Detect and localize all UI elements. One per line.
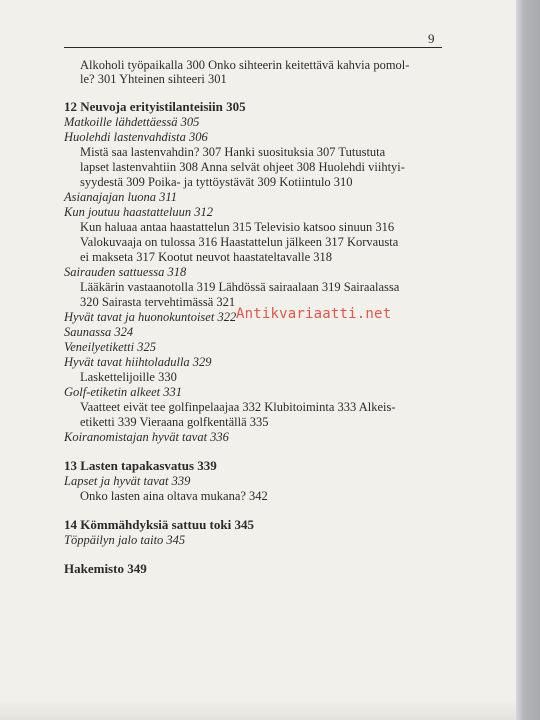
section-heading: Lapset ja hyvät tavat 339 <box>64 474 191 488</box>
index-heading: Hakemisto 349 <box>64 561 147 576</box>
watermark: Antikvariaatti.net <box>236 306 392 322</box>
toc-entry-line: ei makseta 317 Kootut neuvot haastateltavalle 318 <box>80 250 333 264</box>
page-edge <box>516 0 540 720</box>
section-heading: Hyvät tavat ja huonokuntoiset 322 <box>64 310 237 324</box>
section-heading: Matkoille lähdettäessä 305 <box>64 115 200 129</box>
section-heading: Huolehdi lastenvahdista 306 <box>64 130 208 144</box>
chapter-heading: 13 Lasten tapakasvatus 339 <box>64 458 217 473</box>
page-shadow <box>0 700 516 720</box>
toc-entry-line: syydestä 309 Poika- ja tyttöystävät 309 Kotiintulo 310 <box>80 175 353 189</box>
toc-entry-line: etiketti 339 Vieraana golfkentällä 335 <box>80 415 269 429</box>
section-heading: Töppäilyn jalo taito 345 <box>64 533 186 547</box>
toc-entry-line: le? 301 Yhteinen sihteeri 301 <box>80 72 227 86</box>
toc-entry-line: Vaatteet eivät tee golfinpelaajaa 332 Klubitoiminta 333 Alkeis- <box>80 400 396 414</box>
toc-entry-line: Laskettelijoille 330 <box>80 370 177 384</box>
section-heading: Koiranomistajan hyvät tavat 336 <box>64 430 229 444</box>
section-heading: Kun joutuu haastatteluun 312 <box>64 205 213 219</box>
section-heading: Hyvät tavat hiihtoladulla 329 <box>64 355 212 369</box>
section-heading: Saunassa 324 <box>64 325 134 339</box>
toc-entry-line: 320 Sairasta tervehtimässä 321 <box>80 295 236 309</box>
toc-entry-line: Valokuvaaja on tulossa 316 Haastattelun jälkeen 317 Korvausta <box>80 235 399 249</box>
toc-entry-line: Onko lasten aina oltava mukana? 342 <box>80 489 268 503</box>
toc-entry-line: Alkoholi työpaikalla 300 Onko sihteerin keitettävä kahvia pomol- <box>80 58 410 72</box>
page-number: 9 <box>428 31 435 46</box>
section-heading: Asianajajan luona 311 <box>64 190 177 204</box>
toc-entry-line: Kun haluaa antaa haastattelun 315 Televisio katsoo sinuun 316 <box>80 220 395 234</box>
chapter-heading: 14 Kömmähdyksiä sattuu toki 345 <box>64 517 254 532</box>
toc-entry-line: lapset lastenvahtiin 308 Anna selvät ohjeet 308 Huolehdi viihtyi- <box>80 160 405 174</box>
toc-entry-line: Mistä saa lastenvahdin? 307 Hanki suosituksia 307 Tutustuta <box>80 145 386 159</box>
chapter-heading: 12 Neuvoja erityistilanteisiin 305 <box>64 99 246 114</box>
section-heading: Golf-etiketin alkeet 331 <box>64 385 183 399</box>
section-heading: Sairauden sattuessa 318 <box>64 265 187 279</box>
header-rule <box>64 47 442 48</box>
section-heading: Veneilyetiketti 325 <box>64 340 156 354</box>
toc-entry-line: Lääkärin vastaanotolla 319 Lähdössä sairaalaan 319 Sairaalassa <box>80 280 400 294</box>
